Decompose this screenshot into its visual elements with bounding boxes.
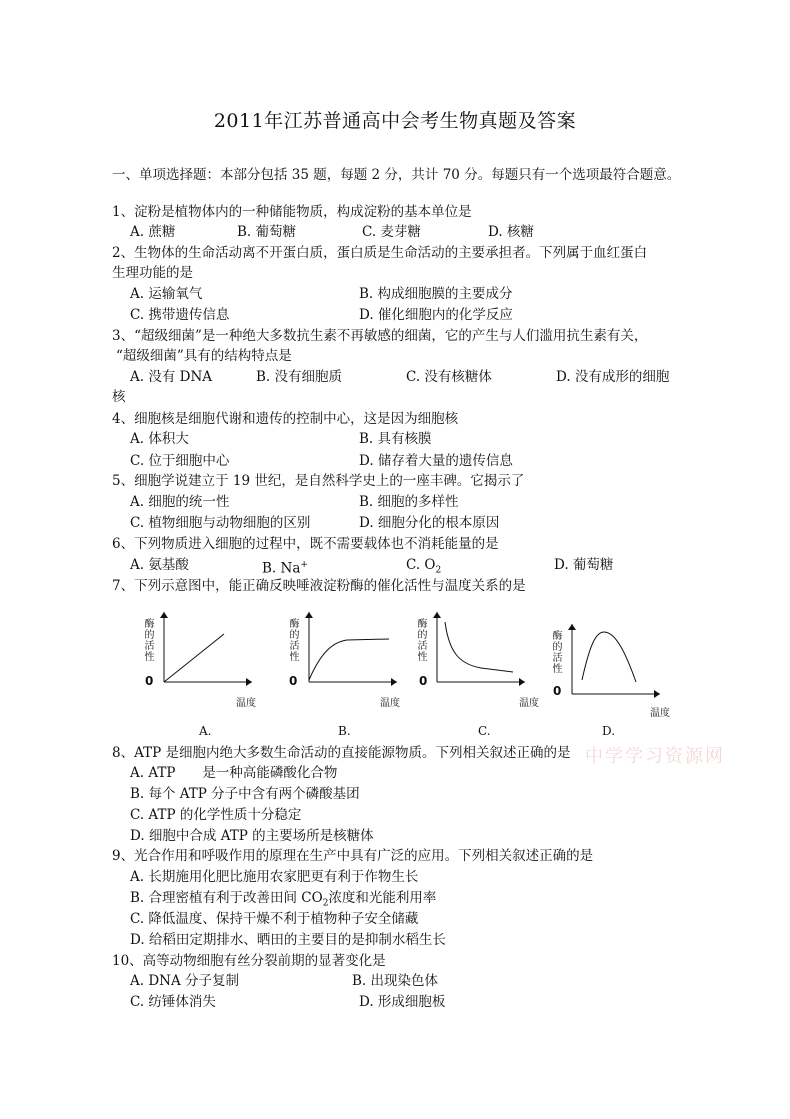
q8-option-d: D. 细胞中合成 ATP 的主要场所是核糖体 bbox=[130, 828, 374, 844]
q6-option-b bbox=[262, 556, 308, 578]
graph-c-xlabel: 温度 bbox=[519, 698, 539, 709]
graph-a-xlabel: 温度 bbox=[236, 698, 256, 709]
q2-option-d: D. 催化细胞内的化学反应 bbox=[359, 307, 513, 323]
q1-option-c: C. 麦芽糖 bbox=[362, 224, 421, 240]
q5-option-b: B. 细胞的多样性 bbox=[359, 494, 459, 510]
q4-option-c: C. 位于细胞中心 bbox=[130, 453, 230, 469]
graph-b-origin: 0 bbox=[289, 674, 298, 688]
graph-c-ylabel: 酶的活性 bbox=[415, 618, 426, 662]
q2-option-c: C. 携带遗传信息 bbox=[130, 307, 230, 323]
q6-option-c-text: C. O bbox=[406, 557, 436, 573]
question-8-stem: 8、ATP 是细胞内绝大多数生命活动的直接能源物质。下列相关叙述正确的是 bbox=[112, 745, 571, 761]
q6-option-a: A. 氨基酸 bbox=[130, 557, 189, 573]
graph-a-ylabel: 酶的活性 bbox=[142, 618, 153, 662]
q4-option-a: A. 体积大 bbox=[130, 431, 189, 447]
question-10-stem: 10、高等动物细胞有丝分裂前期的显著变化是 bbox=[112, 953, 386, 969]
graph-c-origin: 0 bbox=[419, 674, 428, 688]
q3-option-a: A. 没有 DNA bbox=[130, 369, 213, 385]
q3-option-b: B. 没有细胞质 bbox=[256, 369, 343, 385]
q6-option-b-text: B. Na bbox=[262, 560, 301, 577]
watermark: 中学学习资源网 bbox=[585, 746, 725, 767]
q1-option-d: D. 核糖 bbox=[488, 224, 534, 240]
question-2-stem: 2、生物体的生命活动离不开蛋白质，蛋白质是生命活动的主要承担者。下列属于血红蛋白 bbox=[112, 245, 648, 261]
graph-d-label: D. bbox=[602, 724, 616, 738]
q8-option-a: A. ATP 是一种高能磷酸化合物 bbox=[130, 765, 338, 781]
q9-option-a: A. 长期施用化肥比施用农家肥更有利于作物生长 bbox=[130, 869, 419, 885]
page-title: 2011年江苏普通高中会考生物真题及答案 bbox=[213, 110, 577, 132]
q9-option-b-sub: 2 bbox=[322, 898, 329, 909]
q1-option-b: B. 葡萄糖 bbox=[237, 224, 297, 240]
graph-a-label: A. bbox=[199, 724, 212, 738]
q4-option-d: D. 储存着大量的遗传信息 bbox=[359, 453, 513, 469]
question-3-stem-cont: “超级细菌”具有的结构特点是 bbox=[116, 348, 292, 364]
question-3-stem: 3、“超级细菌”是一种绝大多数抗生素不再敏感的细菌，它的产生与人们滥用抗生素有关， bbox=[112, 328, 648, 344]
question-9-stem: 9、光合作用和呼吸作用的原理在生产中具有广泛的应用。下列相关叙述正确的是 bbox=[112, 848, 594, 864]
question-5-stem: 5、细胞学说建立于 19 世纪，是自然科学史上的一座丰碑。它揭示了 bbox=[112, 473, 525, 489]
q6-option-c-sub: 2 bbox=[435, 565, 442, 576]
q9-option-d: D. 给稻田定期排水、晒田的主要目的是抑制水稻生长 bbox=[130, 932, 446, 948]
graph-c-decay bbox=[433, 612, 533, 690]
graph-b-xlabel: 温度 bbox=[380, 698, 400, 709]
graph-d-ylabel: 酶的活性 bbox=[550, 630, 561, 674]
q3-option-d: D. 没有成形的细胞 bbox=[556, 369, 670, 385]
q2-option-a: A. 运输氧气 bbox=[130, 286, 203, 302]
graph-c-label: C. bbox=[478, 724, 491, 738]
q5-option-c: C. 植物细胞与动物细胞的区别 bbox=[130, 515, 311, 531]
question-4-stem: 4、细胞核是细胞代谢和遗传的控制中心，这是因为细胞核 bbox=[112, 411, 459, 427]
graph-b-ylabel: 酶的活性 bbox=[287, 618, 298, 662]
q3-option-c: C. 没有核糖体 bbox=[406, 369, 492, 385]
q2-option-b: B. 构成细胞膜的主要成分 bbox=[359, 286, 513, 302]
graph-a-origin: 0 bbox=[145, 674, 154, 688]
question-7-stem: 7、下列示意图中，能正确反映唾液淀粉酶的催化活性与温度关系的是 bbox=[112, 578, 526, 594]
q10-option-c: C. 纺锤体消失 bbox=[130, 994, 216, 1010]
question-6-stem: 6、下列物质进入细胞的过程中，既不需要载体也不消耗能量的是 bbox=[112, 536, 499, 552]
q10-option-a: A. DNA 分子复制 bbox=[130, 973, 240, 989]
q8-option-b: B. 每个 ATP 分子中含有两个磷酸基团 bbox=[130, 786, 360, 802]
q10-option-d: D. 形成细胞板 bbox=[359, 994, 446, 1010]
q6-option-b-sup: + bbox=[300, 560, 308, 570]
graph-d-origin: 0 bbox=[553, 684, 562, 698]
q6-option-d: D. 葡萄糖 bbox=[554, 557, 614, 573]
q1-option-a: A. 蔗糖 bbox=[130, 224, 176, 240]
q5-option-d: D. 细胞分化的根本原因 bbox=[359, 515, 500, 531]
q9-option-b-text: B. 合理密植有利于改善田间 CO bbox=[130, 890, 323, 906]
q4-option-b: B. 具有核膜 bbox=[359, 431, 432, 447]
q9-option-b-text-end: 浓度和光能利用率 bbox=[328, 890, 437, 906]
q5-option-a: A. 细胞的统一性 bbox=[130, 494, 230, 510]
q8-option-c: C. ATP 的化学性质十分稳定 bbox=[130, 807, 302, 823]
graph-b-label: B. bbox=[338, 724, 351, 738]
graph-b-saturation bbox=[305, 612, 405, 690]
question-1-stem: 1、淀粉是植物体内的一种储能物质，构成淀粉的基本单位是 bbox=[112, 204, 472, 220]
question-2-stem-cont: 生理功能的是 bbox=[112, 265, 193, 281]
q9-option-c: C. 降低温度、保持干燥不利于植物种子安全储藏 bbox=[130, 911, 419, 927]
graph-d-optimum bbox=[568, 624, 668, 702]
graph-d-xlabel: 温度 bbox=[650, 708, 670, 719]
q10-option-b: B. 出现染色体 bbox=[352, 973, 439, 989]
graph-a-linear bbox=[160, 612, 260, 690]
q3-option-d-cont: 核 bbox=[112, 389, 126, 405]
section-header: 一、单项选择题：本部分包括 35 题，每题 2 分，共计 70 分。每题只有一个选项最符合题意。 bbox=[112, 167, 681, 183]
